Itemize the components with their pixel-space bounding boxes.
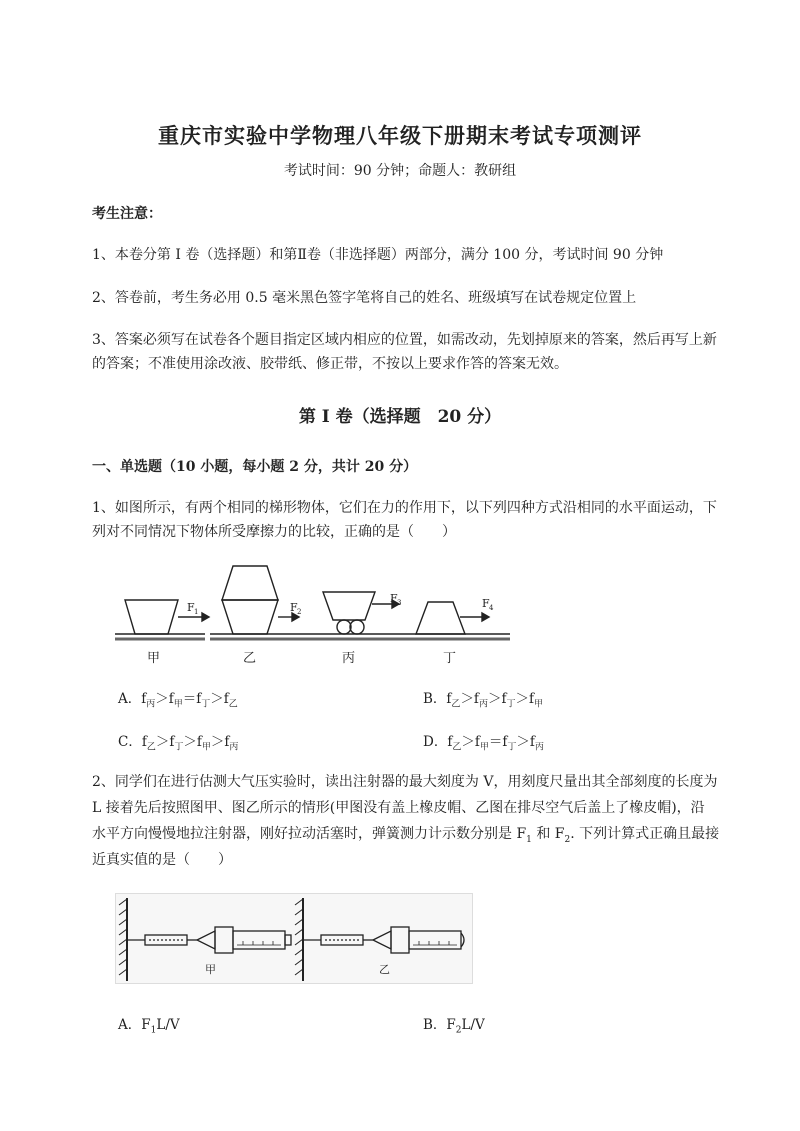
force-sub-1: 1 <box>194 608 199 616</box>
force-label-1: F <box>187 601 195 614</box>
q1-text-line1: 1、如图所示，有两个相同的梯形物体，它们在力的作用下，以下列四种方式沿相同的水平面运动，下 <box>92 500 717 516</box>
notice-heading: 考生注意： <box>92 206 162 222</box>
notice-item-3-line1: 3、答案必须写在试卷各个题目指定区域内相应的位置，如需改动，先划掉原来的答案，然后再写上新 <box>92 332 717 348</box>
notice-item-2: 2、答卷前，考生务必用 0.5 毫米黑色签字笔将自己的姓名、班级填写在试卷规定位置上 <box>92 290 637 306</box>
trapezoid-yi-bottom <box>222 600 278 634</box>
force-sub-3: 3 <box>397 599 402 607</box>
trapezoid-bing <box>323 592 375 620</box>
force-sub-4: 4 <box>489 604 494 612</box>
page-title: 重庆市实验中学物理八年级下册期末考试专项测评 <box>158 123 642 148</box>
notice-item-3-line2: 的答案；不准使用涂改液、胶带纸、修正带，不按以上要求作答的答案无效。 <box>92 356 568 372</box>
force-label-3: F <box>390 592 398 605</box>
q2-option-b[interactable]: B．$F_2L/V$ <box>423 1017 485 1036</box>
q1-text-line2: 列对不同情况下物体所受摩擦力的比较，正确的是（ ） <box>92 524 456 540</box>
figure-label-ding: 丁 <box>443 651 457 666</box>
q2-text-line1: 2、同学们在进行估测大气压实验时，读出注射器的最大刻度为 V，用刻度尺量出其全部刻度的长度为 <box>92 774 718 790</box>
trapezoid-jia <box>125 600 178 634</box>
q2-figure <box>115 893 475 985</box>
force-label-4: F <box>482 597 490 610</box>
force-label-2: F <box>290 601 298 614</box>
q2-text-line3: 水平方向慢慢地拉注射器，刚好拉动活塞时，弹簧测力计示数分别是 $F_1$ 和 $F_2$. 下列计算式正确且最接 <box>92 826 720 845</box>
figure-label-yi-2: 乙 <box>379 963 390 976</box>
trapezoid-yi-top <box>222 566 278 600</box>
q1-option-a[interactable]: A．$f_丙>f_甲=f_丁>f_乙$ <box>118 691 238 710</box>
q1-figure <box>110 562 530 668</box>
q2-option-a[interactable]: A．$F_1L/V$ <box>118 1017 180 1036</box>
force-sub-2: 2 <box>297 608 302 616</box>
figure-label-bing: 丙 <box>342 651 356 666</box>
trapezoid-ding <box>416 602 465 634</box>
q2-text-line4: 近真实值的是（ ） <box>92 852 232 868</box>
section-title: 第 I 卷（选择题 20 分） <box>298 407 502 427</box>
q2-text-line2: L 接着先后按照图甲、图乙所示的情形(甲图没有盖上橡皮帽、乙图在排尽空气后盖上了橡皮帽)，沿 <box>92 800 705 816</box>
roller-2 <box>350 620 364 634</box>
exam-subtitle: 考试时间：90 分钟；命题人：教研组 <box>283 163 517 179</box>
part-title: 一、单选题（10 小题，每小题 2 分，共计 20 分） <box>92 459 418 475</box>
q1-option-d[interactable]: D．$f_乙>f_甲=f_丁>f_丙$ <box>423 734 544 753</box>
figure-label-yi: 乙 <box>243 651 257 666</box>
figure-label-jia: 甲 <box>147 651 161 666</box>
q1-option-b[interactable]: B．$f_乙>f_丙>f_丁>f_甲$ <box>423 691 543 710</box>
notice-item-1: 1、本卷分第 I 卷（选择题）和第Ⅱ卷（非选择题）两部分，满分 100 分，考试时间 90 分钟 <box>92 247 664 263</box>
figure-label-jia-2: 甲 <box>205 963 216 976</box>
roller-1 <box>337 620 351 634</box>
q1-option-c[interactable]: C．$f_乙>f_丁>f_甲>f_丙$ <box>118 734 239 753</box>
